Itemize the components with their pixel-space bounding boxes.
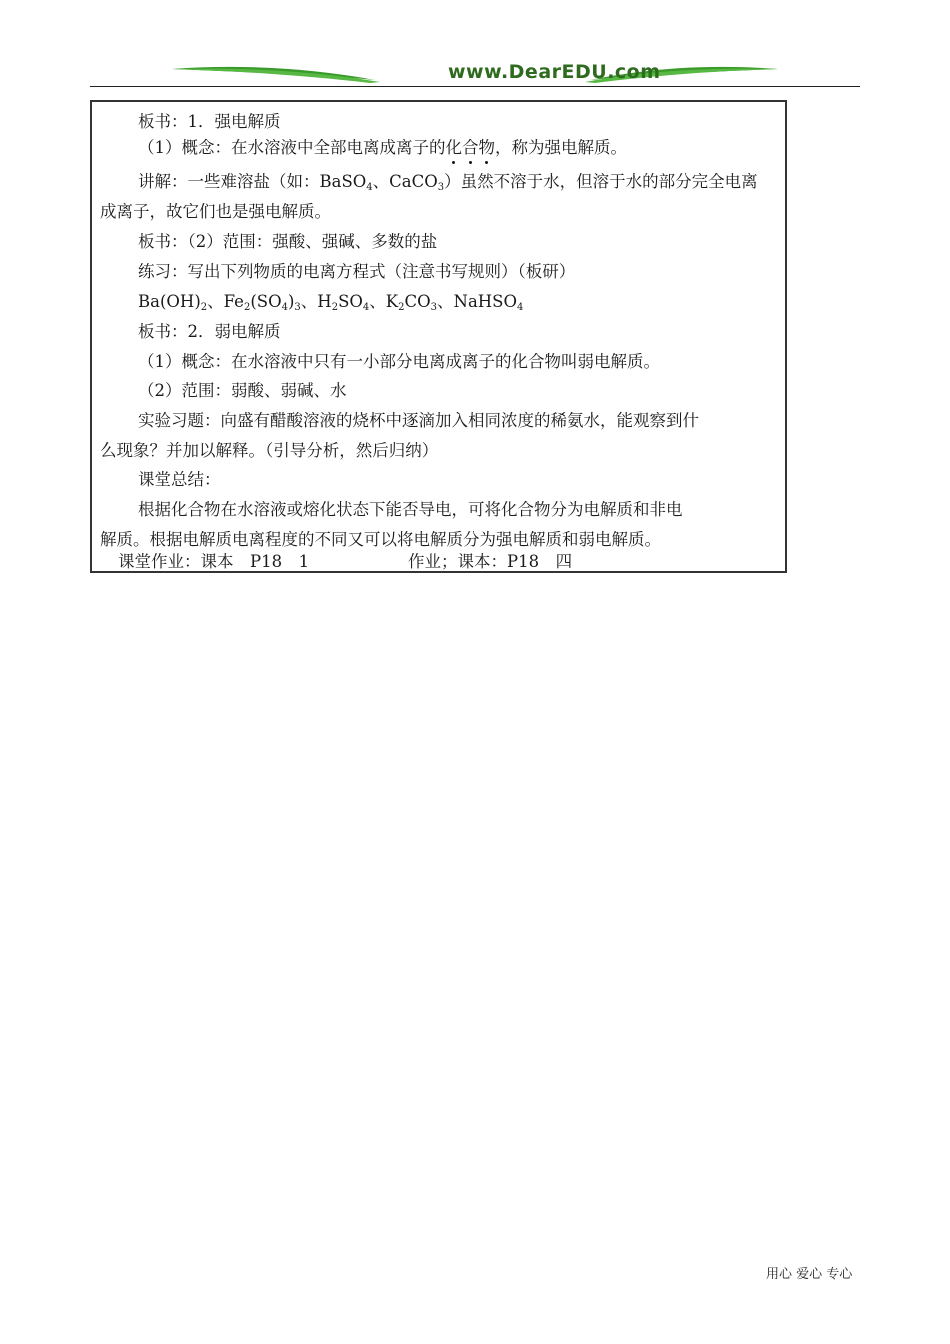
text-line: 板书：2．弱电解质	[138, 322, 281, 341]
text-line: 么现象？并加以解释。（引导分析，然后归纳）	[100, 441, 439, 460]
text-line: 课堂总结：	[138, 470, 221, 489]
header-divider	[90, 86, 860, 87]
text-line: 板书：（2）范围：强酸、强碱、多数的盐	[138, 232, 438, 251]
text-line: 讲解：一些难溶盐（如：BaSO$_4$、CaCO$_3$）虽然不溶于水，但溶于水的部分完全电离	[138, 172, 758, 193]
text-line: 练习：写出下列物质的电离方程式（注意书写规则）（板研）	[138, 262, 576, 281]
homework-line: 课堂作业：课本 P18 1	[118, 552, 310, 571]
formula-line: $Ba(OH)_2$、$Fe_2(SO_4)_3$、$H_2SO_4$、$K_2CO_3$、NaHSO$_4$	[138, 292, 524, 313]
text-line: （2）范围：弱酸、弱碱、水	[138, 381, 347, 400]
text-line: （1）概念：在水溶液中全部电离成离子的化合物，称为强电解质。	[138, 138, 627, 157]
site-logo[interactable]: www.DearEDU.com	[448, 61, 661, 83]
text-line: 板书：1．强电解质	[138, 112, 281, 131]
text-line: 成离子，故它们也是强电解质。	[100, 202, 331, 221]
page-footer: 用心 爱心 专心	[766, 1267, 853, 1282]
text-line: 解质。根据电解质电离程度的不同又可以将电解质分为强电解质和弱电解质。	[100, 530, 661, 549]
text-line: （1）概念：在水溶液中只有一小部分电离成离子的化合物叫弱电解质。	[138, 352, 660, 371]
text-line: 根据化合物在水溶液或熔化状态下能否导电，可将化合物分为电解质和非电	[138, 500, 683, 519]
homework-line: 作业；课本：P18 四	[408, 552, 573, 571]
text-line: 实验习题：向盛有醋酸溶液的烧杯中逐滴加入相同浓度的稀氨水，能观察到什	[138, 411, 699, 430]
